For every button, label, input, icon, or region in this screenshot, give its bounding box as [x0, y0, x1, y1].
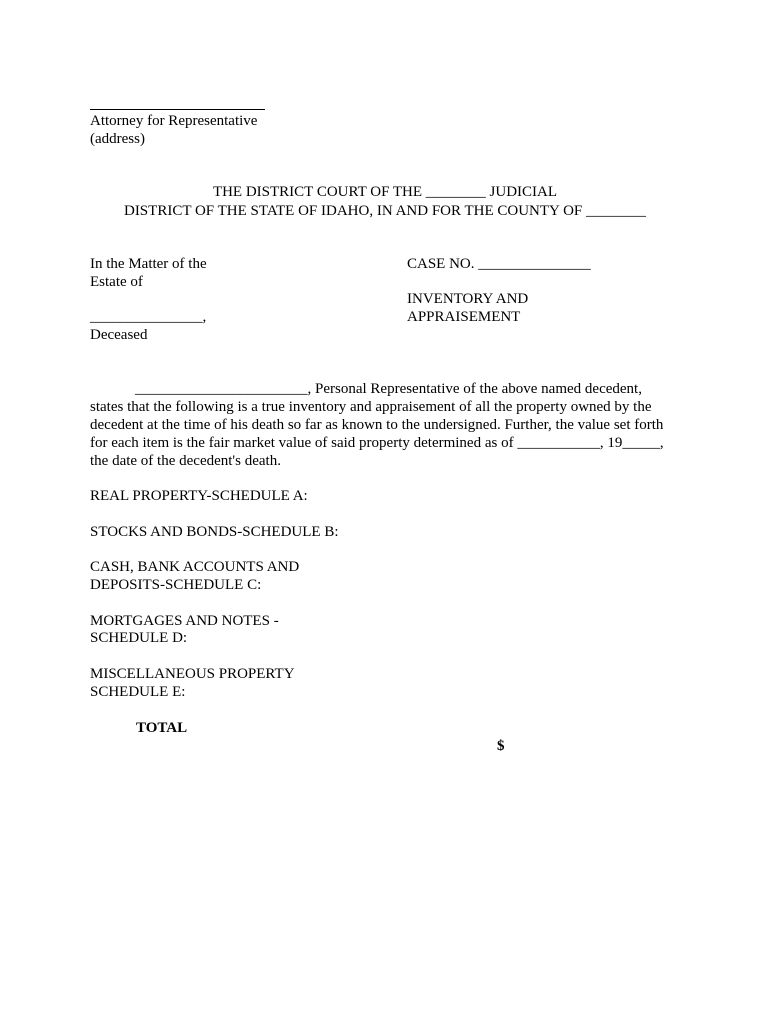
- schedule-e-line2: SCHEDULE E:: [90, 684, 186, 700]
- schedule-b: STOCKS AND BONDS-SCHEDULE B:: [90, 524, 339, 540]
- body-line3: decedent at the time of his death so far as known to the undersigned. Further, the value set forth: [90, 417, 664, 433]
- decedent-name-blank: _______________,: [90, 309, 207, 325]
- document-title-line1: INVENTORY AND: [407, 291, 529, 307]
- schedule-d-line1: MORTGAGES AND NOTES -: [90, 613, 279, 629]
- total-label: TOTAL: [136, 720, 188, 736]
- matter-line1: In the Matter of the: [90, 256, 207, 272]
- court-heading-line2: DISTRICT OF THE STATE OF IDAHO, IN AND FOR THE COUNTY OF ________: [123, 203, 647, 219]
- body-line4: for each item is the fair market value of said property determined as of ___________, 19_____,: [90, 435, 664, 451]
- case-number: CASE NO. _______________: [407, 256, 591, 272]
- total-currency: $: [497, 738, 505, 754]
- schedule-e-line1: MISCELLANEOUS PROPERTY: [90, 666, 295, 682]
- body-line2: states that the following is a true inventory and appraisement of all the property owned by the: [90, 399, 652, 415]
- attorney-address: (address): [90, 131, 145, 147]
- body-line1: _______________________, Personal Representative of the above named decedent,: [135, 381, 642, 397]
- court-heading-line1: THE DISTRICT COURT OF THE ________ JUDICIAL: [212, 184, 558, 200]
- schedule-c-line1: CASH, BANK ACCOUNTS AND: [90, 559, 300, 575]
- schedule-a: REAL PROPERTY-SCHEDULE A:: [90, 488, 308, 504]
- deceased-label: Deceased: [90, 327, 148, 343]
- body-line5: the date of the decedent's death.: [90, 453, 281, 469]
- attorney-signature-line: [90, 109, 265, 110]
- document-title-line2: APPRAISEMENT: [407, 309, 521, 325]
- schedule-d-line2: SCHEDULE D:: [90, 630, 188, 646]
- attorney-label: Attorney for Representative: [90, 113, 258, 129]
- matter-line2: Estate of: [90, 274, 143, 290]
- schedule-c-line2: DEPOSITS-SCHEDULE C:: [90, 577, 262, 593]
